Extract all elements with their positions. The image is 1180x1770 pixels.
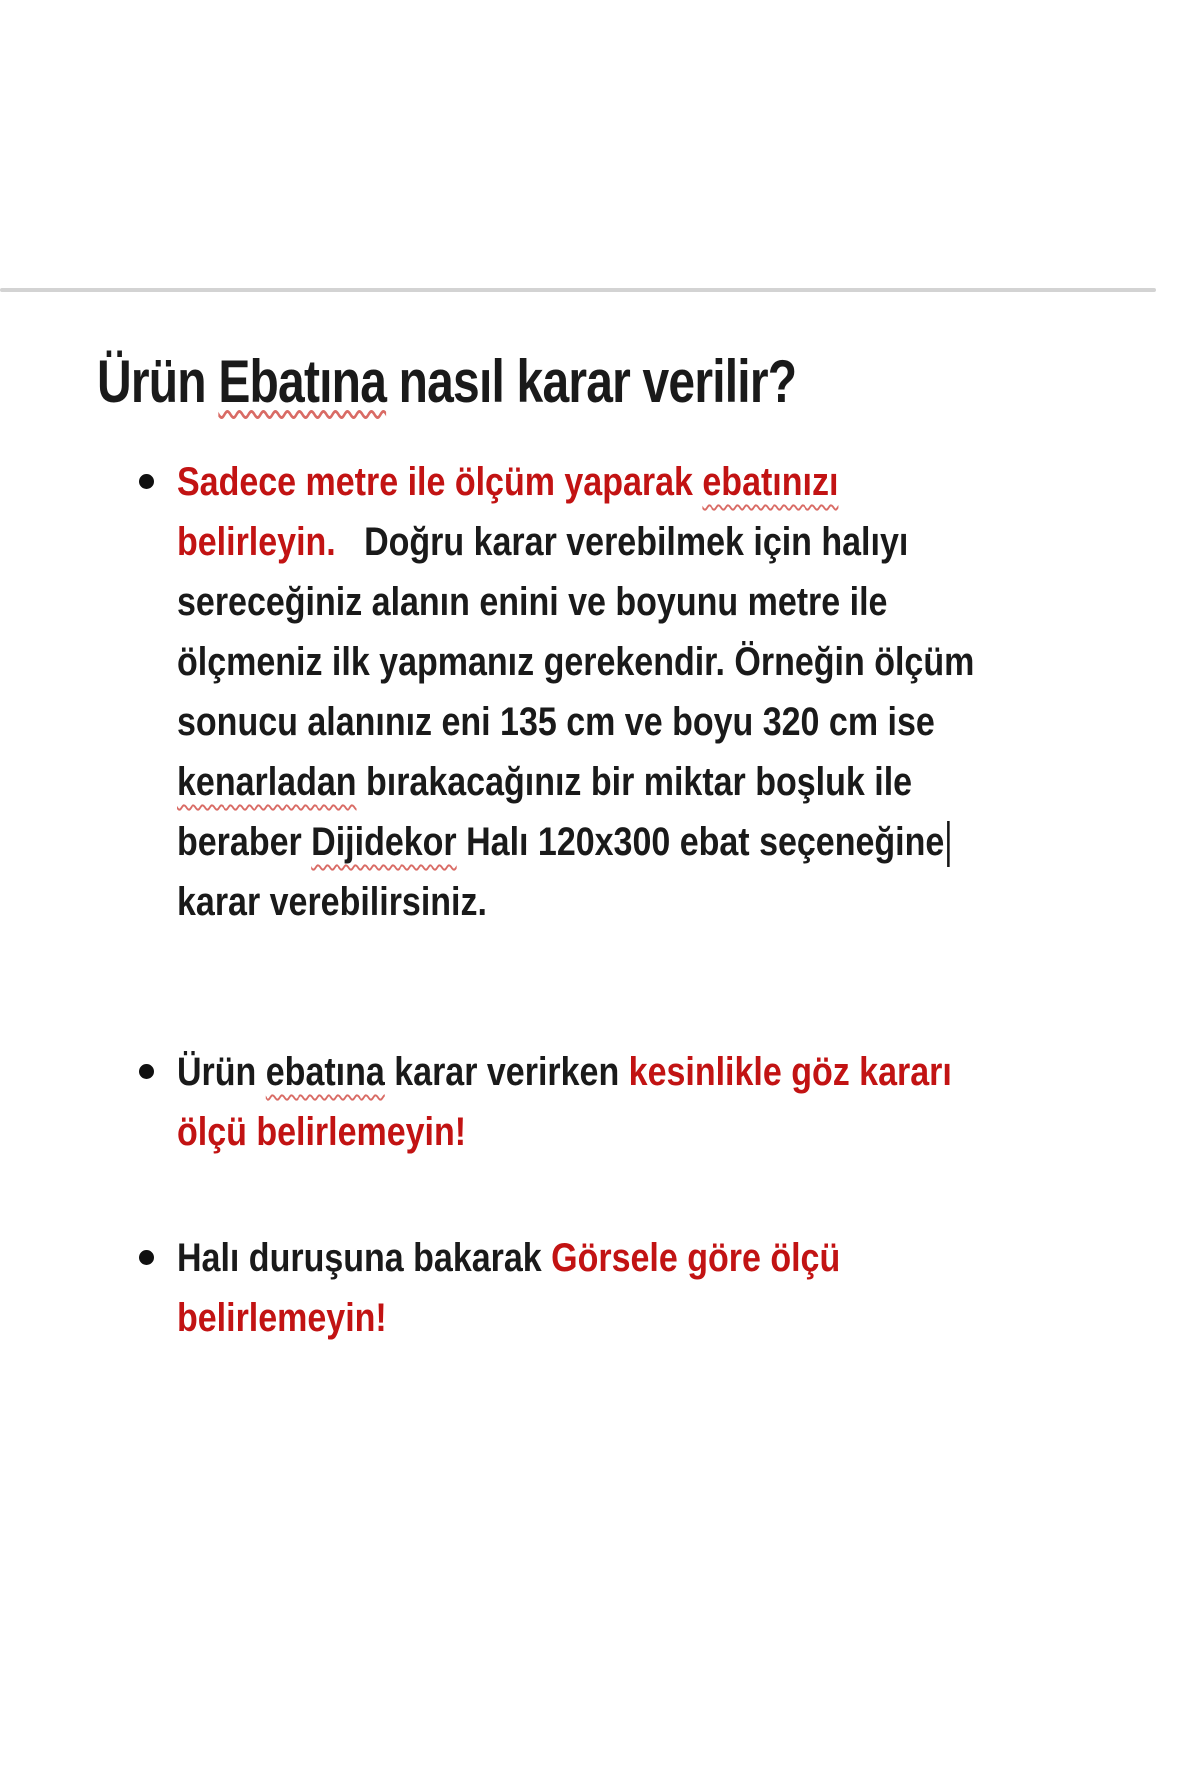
text-line[interactable] (177, 1228, 840, 1288)
text-run: Halı 120x300 ebat seçeneğine (456, 820, 945, 864)
text-line[interactable] (177, 812, 974, 872)
text-run: beraber (177, 820, 312, 864)
text-line[interactable] (177, 452, 974, 512)
text-run: Sadece metre ile ölçüm yaparak (177, 460, 703, 504)
text-run: Ürün (97, 348, 219, 415)
text-run: ebatına (265, 1050, 385, 1094)
text-run: sereceğiniz alanın enini ve boyunu metre ile (177, 580, 888, 624)
text-run: nasıl karar verilir? (386, 348, 797, 415)
text-run: Ebatına (218, 348, 387, 415)
text-caret (947, 821, 950, 867)
bullet-dot-icon (139, 1064, 154, 1079)
bullet-dot-icon (139, 474, 154, 489)
text-line[interactable] (177, 1288, 840, 1348)
text-run: bırakacağınız bir miktar boşluk ile (356, 760, 913, 804)
text-run: Görsele göre ölçü (551, 1236, 841, 1280)
text-run: ölçmeniz ilk yapmanız gerekendir. Örneğin ölçüm (177, 640, 975, 684)
bullet-text-1[interactable] (177, 452, 974, 932)
text-line[interactable] (177, 1102, 952, 1162)
text-line[interactable] (177, 692, 974, 752)
text-run: sonucu alanınız eni 135 cm ve boyu 320 cm ise (177, 700, 935, 744)
text-run: Ürün (177, 1050, 266, 1094)
page-break-divider (0, 288, 1156, 292)
text-line[interactable] (177, 752, 974, 812)
text-run: karar verirken (384, 1050, 629, 1094)
text-run: karar verebilirsiniz. (177, 880, 487, 924)
text-run: kenarladan (177, 760, 357, 804)
text-run: ebatınızı (702, 460, 839, 504)
text-line[interactable] (177, 872, 974, 932)
text-run: Halı duruşuna bakarak (177, 1236, 552, 1280)
bullet-text-2[interactable] (177, 1042, 952, 1162)
text-line[interactable] (177, 512, 974, 572)
text-line[interactable] (177, 632, 974, 692)
text-run: Dijidekor (311, 820, 457, 864)
page-title[interactable] (97, 348, 797, 415)
text-run: ölçü belirlemeyin! (177, 1110, 467, 1154)
text-run: kesinlikle göz kararı (628, 1050, 952, 1094)
text-line[interactable] (177, 1042, 952, 1102)
text-run: belirlemeyin! (177, 1296, 387, 1340)
text-line[interactable] (177, 572, 974, 632)
bullet-dot-icon (139, 1250, 154, 1265)
text-run: Doğru karar verebilmek için halıyı (335, 520, 909, 564)
text-run: belirleyin. (177, 520, 336, 564)
bullet-text-3[interactable] (177, 1228, 840, 1348)
